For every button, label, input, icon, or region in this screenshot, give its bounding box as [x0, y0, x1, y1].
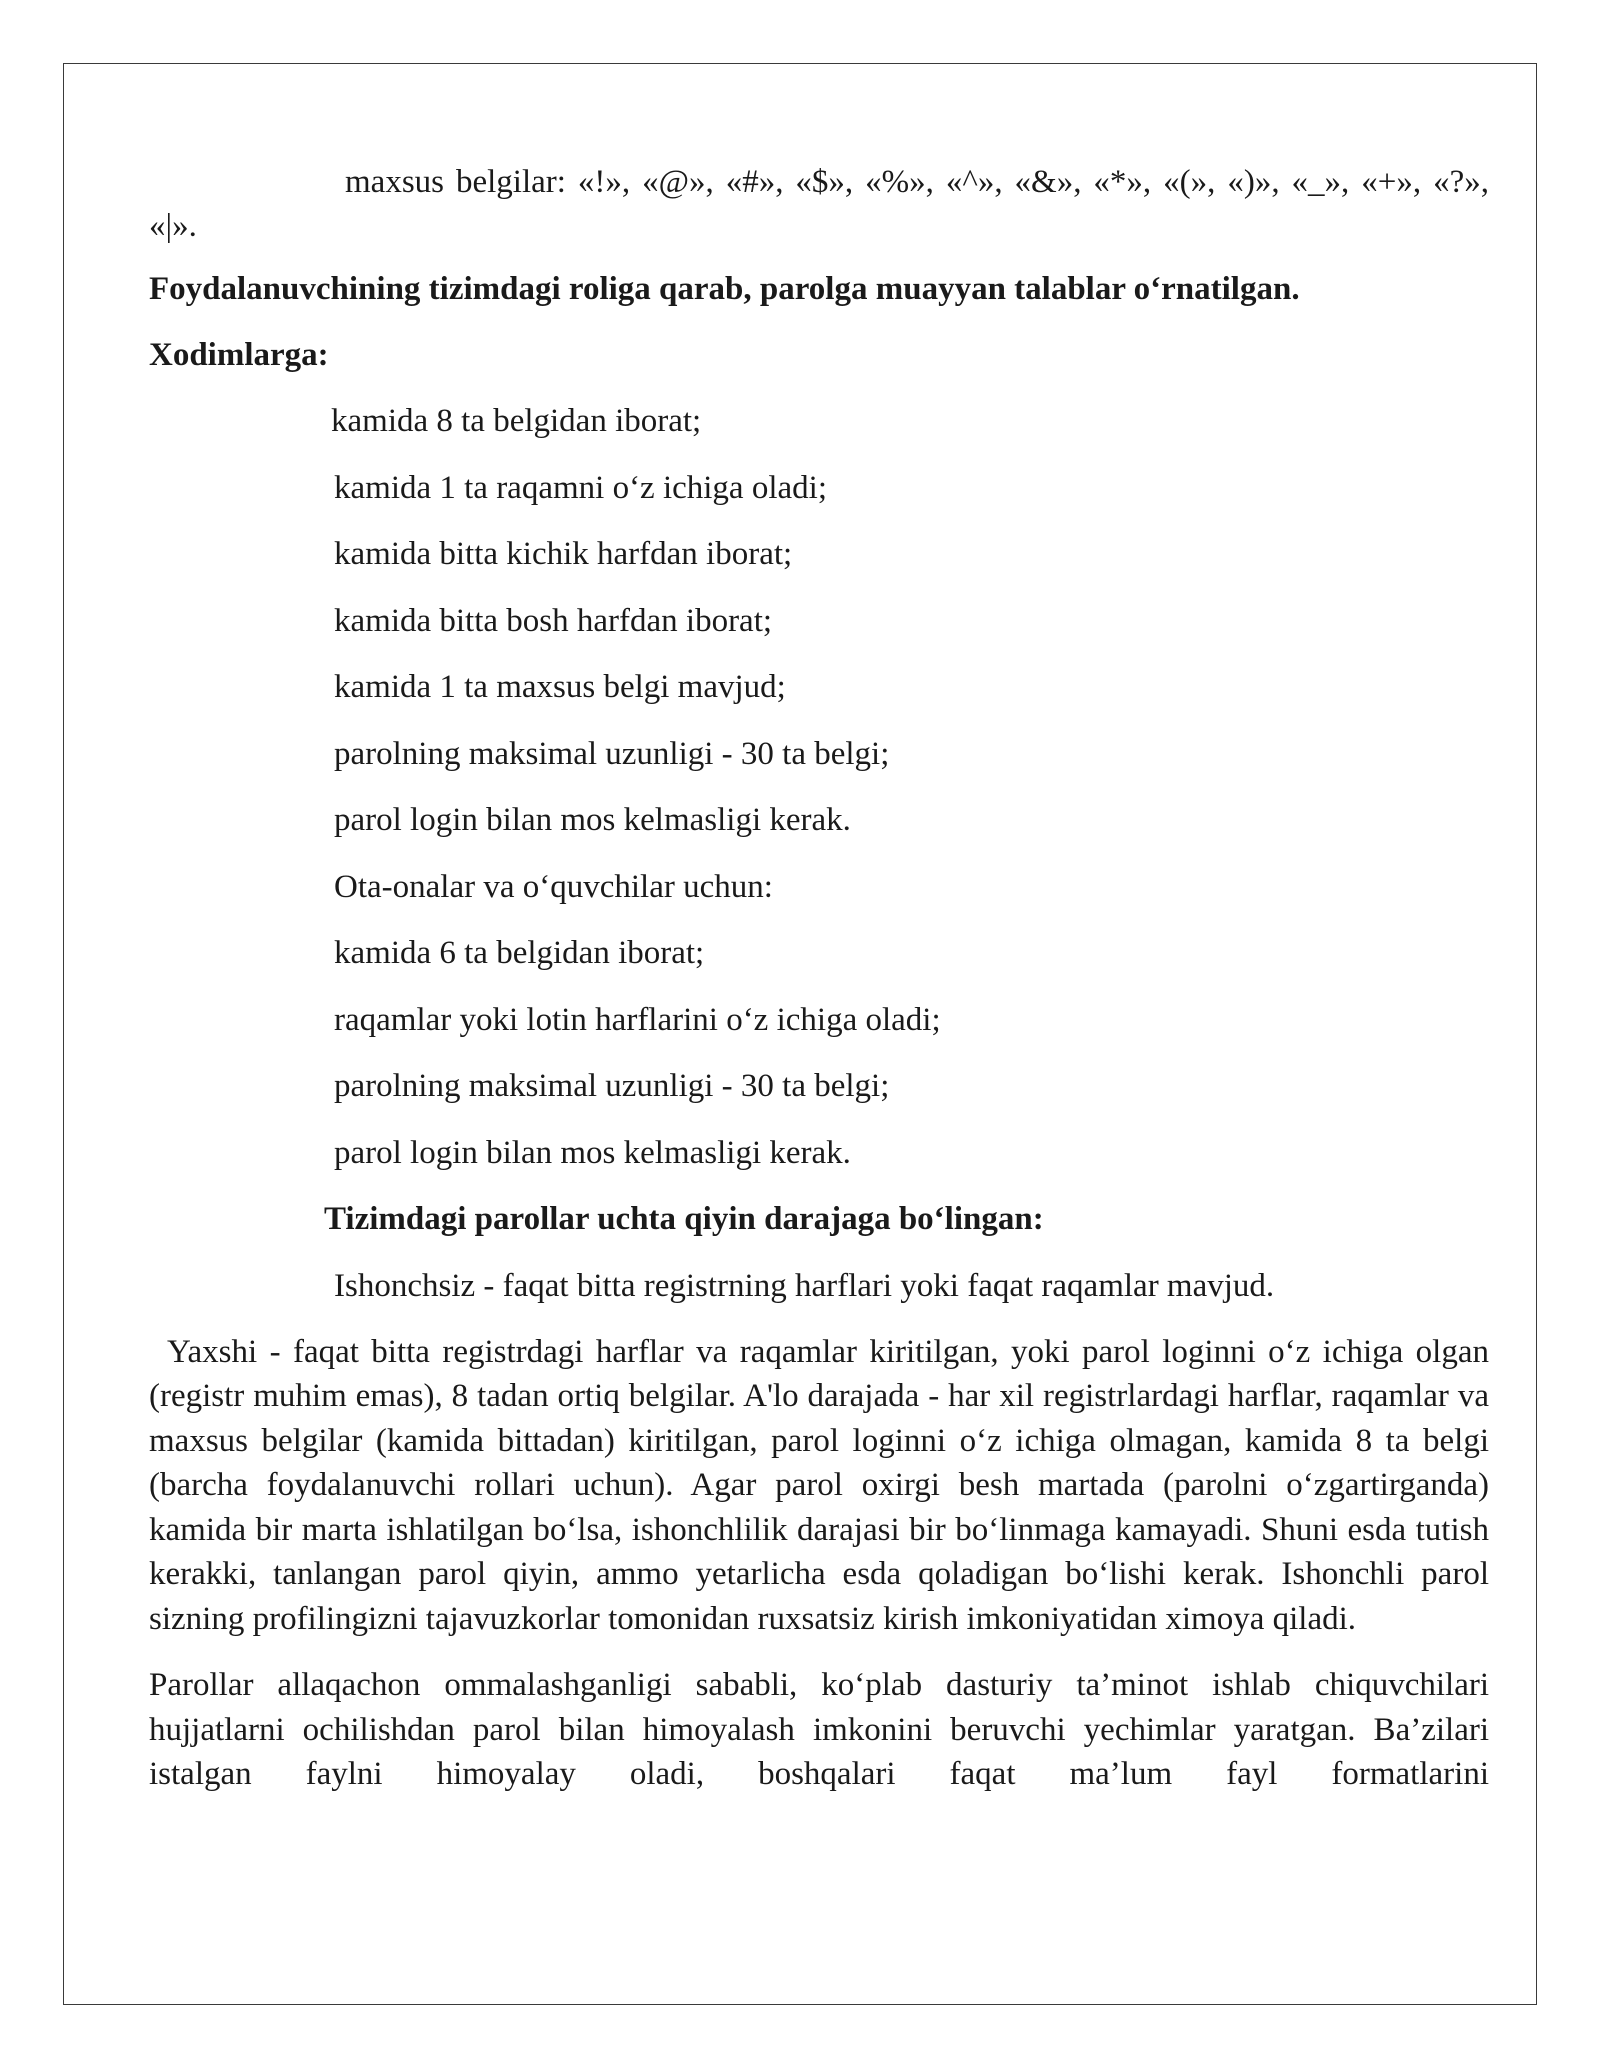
list-item: kamida 1 ta maxsus belgi mavjud;	[334, 669, 786, 705]
requirements-list	[149, 399, 1489, 1175]
list-item: parolning maksimal uzunligi - 30 ta belgi;	[334, 735, 890, 772]
weak-level-line: Ishonchsiz - faqat bitta registrning harflari yoki faqat raqamlar mavjud.	[334, 1267, 1275, 1304]
list-item: kamida 8 ta belgidan iborat;	[331, 403, 702, 439]
list-item: parol login bilan mos kelmasligi kerak.	[334, 1134, 851, 1171]
list-item: parolning maksimal uzunligi - 30 ta belgi;	[334, 1068, 890, 1104]
body-paragraph: Yaxshi - faqat bitta registrdagi harflar va raqamlar kiritilgan, yoki parol loginni o‘z ichiga olgan (registr muhim emas), 8 tadan ortiq belgilar. A'lo darajada - har xil registrlardagi harflar, raqamlar va maxsus belgilar (kamida bittadan) kiritilgan, parol loginni o‘z ichiga olmagan, kamida 8 ta belgi (barcha foydalanuvchi rollari uchun). Agar parol oxirgi besh martada (parolni o‘zgartirganda) kamida bir marta ishlatilgan bo‘lsa, ishonchlilik darajasi bir bo‘linmaga kamayadi. Shuni esda tutish kerakki, tanlangan parol qiyin, ammo yetarlicha esda qoladigan bo‘lishi kerak. Ishonchli parol sizning profilingizni tajavuzkorlar tomonidan ruxsatsiz kirish imkoniyatidan ximoya qiladi.	[149, 1333, 1489, 1637]
special-symbols-line: maxsus belgilar: «!», «@», «#», «$», «%», «^», «&», «*», «(», «)», «_», «+», «?», «|».	[149, 164, 1489, 244]
list-item: kamida bitta kichik harfdan iborat;	[334, 536, 793, 572]
staff-heading: Xodimlarga:	[149, 337, 329, 373]
body-paragraph: Parollar allaqachon ommalashganligi sababli, ko‘plab dasturiy ta’minot ishlab chiquvchilari hujjatlarni ochilishdan parol bilan himoyalash imkonini beruvchi yechimlar yaratgan. Ba’zilari istalgan faylni himoyalay oladi, boshqalari faqat ma’lum fayl formatlarini	[149, 1667, 1489, 1792]
list-item: raqamlar yoki lotin harflarini o‘z ichiga oladi;	[334, 1001, 941, 1038]
list-item: kamida 6 ta belgidan iborat;	[334, 935, 705, 971]
requirements-heading: Foydalanuvchining tizimdagi roliga qarab, parolga muayyan talablar o‘rnatilgan.	[149, 271, 1300, 307]
parents-students-subheading: Ota-onalar va o‘quvchilar uchun:	[334, 868, 773, 905]
list-item: parol login bilan mos kelmasligi kerak.	[334, 802, 851, 838]
list-item: kamida bitta bosh harfdan iborat;	[334, 602, 773, 639]
list-item: kamida 1 ta raqamni o‘z ichiga oladi;	[334, 469, 827, 506]
levels-heading: Tizimdagi parollar uchta qiyin darajaga bo‘lingan:	[324, 1201, 1044, 1237]
document-body	[149, 160, 1489, 1797]
